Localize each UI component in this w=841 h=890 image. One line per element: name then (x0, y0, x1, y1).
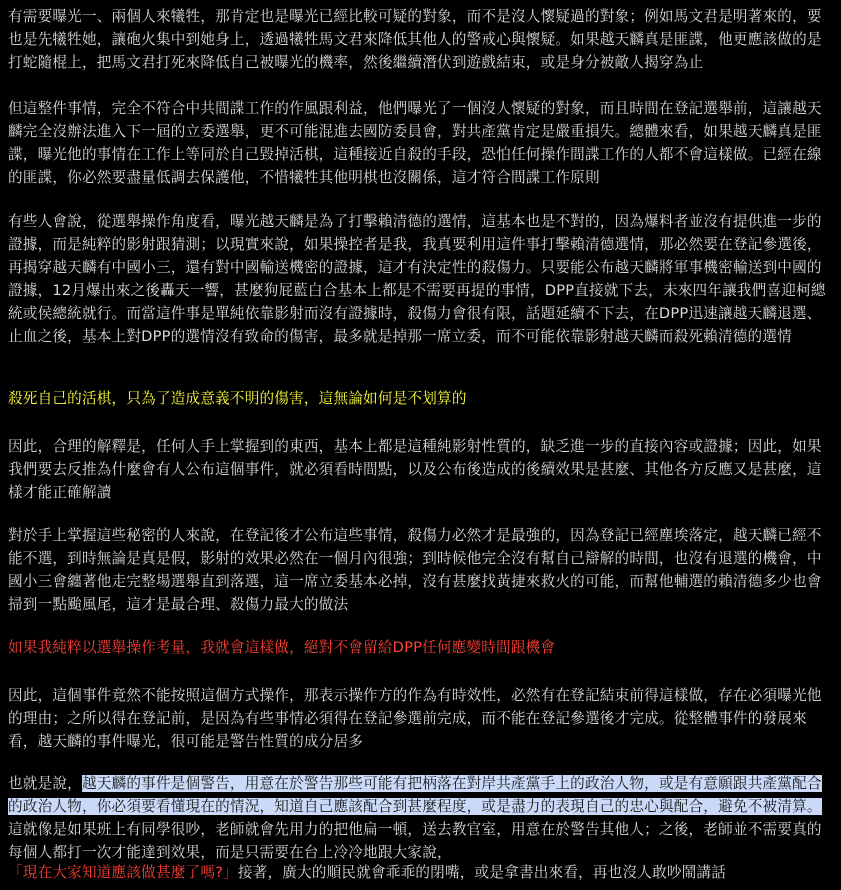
text-lead-in: 也就是說， (8, 775, 82, 792)
paragraph-interpretation: 因此，合理的解釋是，任何人手上掌握到的東西，基本上都是這種純影射性質的，缺乏進一步的直接內容或證據；因此，如果我們要去反推為什麼會有人公布這個事件，就必須看時間點，以及公布後造成的後續效果是甚麼、其他各方反應又是甚麼，這樣才能正確解讀 (8, 438, 822, 501)
text-continuation: 這就像是如果班上有同學很吵，老師就會先用力的把他扁一頓，送去教官室，用意在於警告其他人；之後，老師並不需要真的每個人都打一次才能達到效果，而是只需要在台上冷冷地跟大家說， (8, 821, 822, 861)
paragraph-timing: 對於手上掌握這些秘密的人來說，在登記後才公布這些事情，殺傷力必然才是最強的，因為登記已經塵埃落定，越天麟已經不能不選，到時無論是真是假，影射的效果必然在一個月內很強；到時候他完全沒有幫自己辯解的時間，也沒有退選的機會，中國小三會纏著他走完整場選舉直到落選，這一席立委基本必掉，沒有甚麼找黃捷來救火的可能，而幫他輔選的賴清德多少也會掃到一點颱風尾，這才是最合理、殺傷力最大的做法 (8, 527, 822, 613)
paragraph-warning-explanation (8, 772, 828, 864)
selected-text[interactable]: 越天麟的事件是個警告，用意在於警告那些可能有把柄落在對岸共產黨手上的政治人物，或是有意願跟共產黨配合的政治人物，你必須要看懂現在的情況，知道自己應該配合到甚麼程度，或是盡力的表現自己的忠心與配合，避免不被清算。 (8, 775, 822, 815)
closing-text: 接著，廣大的順民就會乖乖的閉嘴，或是拿書出來看，再也沒人敢吵鬧講話 (237, 864, 727, 881)
paragraph-sacrifice: 有需要曝光一、兩個人來犧牲，那肯定也是曝光已經比較可疑的對象，而不是沒人懷疑過的對象；例如馬文君是明著來的，要也是先犧牲她，讓砲火集中到她身上，透過犧牲馬文君來降低其他人的警戒心與懷疑。如果越天麟真是匪諜，他更應該做的是打蛇隨棍上，把馬文君打死來降低自己被曝光的機率，然後繼續潛伏到遊戲結束，或是身分被敵人揭穿為止 (8, 8, 822, 71)
paragraph-espionage-principle: 但這整件事情，完全不符合中共間諜工作的作風跟利益，他們曝光了一個沒人懷疑的對象，而且時間在登記選舉前，這讓越天麟完全沒辦法進入下一屆的立委選舉，更不可能混進去國防委員會，對共產黨肯定是嚴重損失。總體來看，如果越天麟真是匪諜，曝光他的事情在工作上等同於自己毀掉活棋，這種接近自殺的手段，恐怕任何操作間諜工作的人都不會這樣做。已經在線的匪諜，你必然要盡量低調去保護他，不惜犧牲其他明棋也沒關係，這才符合間諜工作原則 (8, 100, 822, 186)
highlight-yellow-statement: 殺死自己的活棋，只為了造成意義不明的傷害，這無論如何是不划算的 (8, 390, 467, 407)
highlight-red-statement: 如果我純粹以選舉操作考量，我就會這樣做，絕對不會留給DPP任何應變時間跟機會 (8, 639, 556, 656)
paragraph-closing (8, 861, 828, 884)
red-quote: 「現在大家知道應該做甚麼了嗎?」 (8, 864, 238, 881)
paragraph-election-angle: 有些人會說，從選舉操作角度看，曝光越天麟是為了打擊賴清德的選情，這基本也是不對的，因為爆料者並沒有提供進一步的證據，而是純粹的影射跟猜測；以現實來說，如果操控者是我，我真要利用這件事打擊賴清德選情，那必然要在登記參選後，再揭穿越天麟有中國小三，還有對中國輸送機密的證據，這才有決定性的殺傷力。只要能公布越天麟將軍事機密輸送到中國的證據，12月爆出來之後轟天一響，甚麼狗屁藍白合基本上都是不需要再提的事情，DPP直接就下去，未來四年讓我們喜迎柯總統或侯總統就行。而當這件事是單純依靠影射而沒有證據時，殺傷力會很有限，話題延續不下去，在DPP迅速讓越天麟退選、止血之後，基本上對DPP的選情沒有致命的傷害，最多就是掉那一席立委，而不可能依靠影射越天麟而殺死賴清德的選情 (8, 213, 826, 345)
paragraph-warning-nature: 因此，這個事件竟然不能按照這個方式操作，那表示操作方的作為有時效性，必然有在登記結束前得這樣做，存在必須曝光他的理由；之所以得在登記前，是因為有些事情必須得在登記參選前完成，而不能在登記參選後才完成。從整體事件的發展來看，越天麟的事件曝光，很可能是警告性質的成分居多 (8, 687, 822, 750)
